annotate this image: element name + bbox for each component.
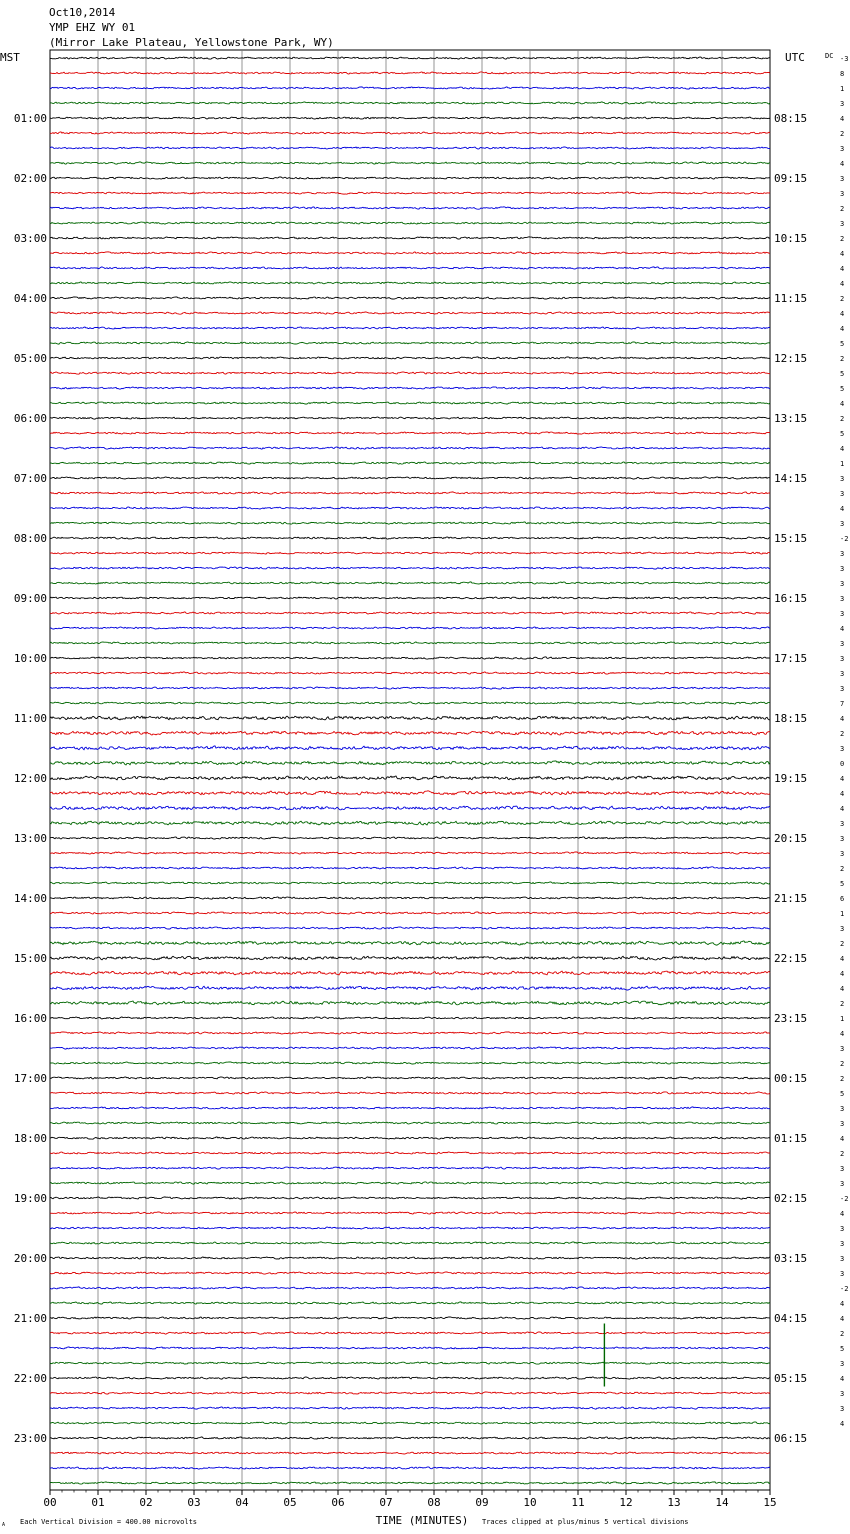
dc-offset-label: 8 [840, 70, 845, 78]
hour-label-utc: 02:15 [774, 1192, 808, 1205]
hour-label-mst: 05:00 [13, 352, 47, 365]
dc-offset-label: 2 [840, 1060, 845, 1068]
hour-label-mst: 12:00 [13, 772, 47, 785]
hour-label-utc: 15:15 [774, 532, 808, 545]
dc-offset-label: 5 [840, 430, 845, 438]
hour-label-mst: 11:00 [13, 712, 47, 725]
dc-offset-label: 2 [840, 205, 845, 213]
dc-offset-label: 4 [840, 985, 845, 993]
dc-offset-label: 3 [840, 565, 845, 573]
dc-offset-label: 5 [840, 370, 845, 378]
x-tick-label: 04 [235, 1496, 249, 1509]
hour-label-utc: 14:15 [774, 472, 808, 485]
dc-offset-label: 3 [840, 670, 845, 678]
dc-offset-label: 4 [840, 955, 845, 963]
x-tick-label: 10 [523, 1496, 537, 1509]
dc-offset-label: 4 [840, 280, 845, 288]
dc-offset-label: 3 [840, 685, 845, 693]
dc-offset-label: 5 [840, 1345, 845, 1353]
header-station: YMP EHZ WY 01 [49, 21, 136, 34]
dc-offset-label: 2 [840, 235, 845, 243]
dc-offset-label: 5 [840, 340, 845, 348]
dc-offset-label: 4 [840, 115, 845, 123]
left-timezone-label: MST [0, 51, 20, 64]
hour-label-mst: 19:00 [13, 1192, 47, 1205]
dc-offset-label: 1 [840, 910, 845, 918]
x-tick-label: 03 [187, 1496, 201, 1509]
dc-offset-label: 3 [840, 1270, 845, 1278]
dc-offset-label: 4 [840, 505, 845, 513]
hour-label-utc: 10:15 [774, 232, 808, 245]
dc-offset-label: 2 [840, 865, 845, 873]
corner-mark: A [2, 1522, 6, 1528]
x-axis-label: TIME (MINUTES) [375, 1514, 469, 1527]
dc-offset-label: 3 [840, 1255, 845, 1263]
hour-label-mst: 15:00 [13, 952, 47, 965]
dc-offset-label: 3 [840, 175, 845, 183]
x-tick-label: 05 [283, 1496, 297, 1509]
hour-label-mst: 18:00 [13, 1132, 47, 1145]
dc-offset-label: 4 [840, 325, 845, 333]
hour-label-mst: 21:00 [13, 1312, 47, 1325]
dc-offset-label: -3 [840, 55, 849, 63]
hour-label-mst: 03:00 [13, 232, 47, 245]
hour-label-utc: 03:15 [774, 1252, 808, 1265]
plot-frame [50, 50, 770, 1490]
dc-offset-label: 2 [840, 1075, 845, 1083]
dc-offset-label: 3 [840, 820, 845, 828]
hour-label-mst: 10:00 [13, 652, 47, 665]
hour-label-mst: 13:00 [13, 832, 47, 845]
dc-offset-label: 2 [840, 415, 845, 423]
dc-offset-label: 3 [840, 1405, 845, 1413]
x-tick-label: 00 [43, 1496, 57, 1509]
hour-label-mst: 07:00 [13, 472, 47, 485]
hour-label-utc: 16:15 [774, 592, 808, 605]
dc-offset-label: 4 [840, 1030, 845, 1038]
hour-label-utc: 19:15 [774, 772, 808, 785]
x-tick-label: 09 [475, 1496, 489, 1509]
hour-label-utc: 05:15 [774, 1372, 808, 1385]
dc-offset-label: 3 [840, 850, 845, 858]
dc-offset-label: 3 [840, 520, 845, 528]
header-date: Oct10,2014 [49, 6, 116, 19]
hour-label-mst: 06:00 [13, 412, 47, 425]
hour-label-mst: 17:00 [13, 1072, 47, 1085]
dc-offset-label: 2 [840, 355, 845, 363]
dc-offset-label: 4 [840, 1135, 845, 1143]
dc-offset-label: 3 [840, 745, 845, 753]
hour-label-mst: 02:00 [13, 172, 47, 185]
dc-offset-label: 0 [840, 760, 845, 768]
x-tick-label: 15 [763, 1496, 777, 1509]
dc-offset-label: 4 [840, 625, 845, 633]
hour-label-utc: 04:15 [774, 1312, 808, 1325]
hour-label-mst: 09:00 [13, 592, 47, 605]
dc-offset-label: 3 [840, 1120, 845, 1128]
dc-offset-label: 5 [840, 1090, 845, 1098]
dc-offset-label: 3 [840, 580, 845, 588]
dc-offset-label: 7 [840, 700, 845, 708]
dc-offset-label: 4 [840, 1420, 845, 1428]
dc-offset-label: -2 [840, 1195, 849, 1203]
dc-offset-label: 2 [840, 940, 845, 948]
dc-offset-label: 3 [840, 1225, 845, 1233]
dc-offset-label: 4 [840, 805, 845, 813]
dc-offset-label: 6 [840, 895, 845, 903]
dc-offset-label: 3 [840, 925, 845, 933]
dc-offset-label: 3 [840, 655, 845, 663]
dc-offset-label: 3 [840, 190, 845, 198]
dc-offset-label: 4 [840, 265, 845, 273]
dc-offset-label: 3 [840, 490, 845, 498]
dc-offset-label: 4 [840, 775, 845, 783]
hour-label-mst: 22:00 [13, 1372, 47, 1385]
hour-label-utc: 21:15 [774, 892, 808, 905]
dc-offset-label: 4 [840, 1210, 845, 1218]
dc-offset-label: 3 [840, 1180, 845, 1188]
dc-offset-label: 3 [840, 145, 845, 153]
dc-offset-label: 3 [840, 220, 845, 228]
hour-label-utc: 18:15 [774, 712, 808, 725]
dc-offset-label: 3 [840, 595, 845, 603]
hour-label-utc: 09:15 [774, 172, 808, 185]
x-tick-label: 13 [667, 1496, 681, 1509]
dc-offset-label: 4 [840, 160, 845, 168]
dc-label: DC [825, 52, 834, 60]
dc-offset-label: -2 [840, 535, 849, 543]
hour-label-utc: 11:15 [774, 292, 808, 305]
dc-offset-label: 2 [840, 1000, 845, 1008]
scale-note: Each Vertical Division = 400.00 microvolts [20, 1518, 198, 1526]
clip-note: Traces clipped at plus/minus 5 vertical divisions [482, 1518, 689, 1526]
hour-label-utc: 22:15 [774, 952, 808, 965]
right-timezone-label: UTC [785, 51, 805, 64]
hour-label-utc: 17:15 [774, 652, 808, 665]
dc-offset-label: 3 [840, 1045, 845, 1053]
dc-offset-label: 4 [840, 1315, 845, 1323]
dc-offset-label: 4 [840, 310, 845, 318]
dc-offset-label: 3 [840, 1165, 845, 1173]
dc-offset-label: 2 [840, 295, 845, 303]
dc-offset-label: 4 [840, 790, 845, 798]
x-tick-label: 08 [427, 1496, 441, 1509]
dc-offset-label: -2 [840, 1285, 849, 1293]
dc-offset-label: 4 [840, 445, 845, 453]
dc-offset-label: 4 [840, 400, 845, 408]
dc-offset-label: 4 [840, 715, 845, 723]
dc-offset-label: 3 [840, 835, 845, 843]
hour-label-mst: 14:00 [13, 892, 47, 905]
x-tick-label: 14 [715, 1496, 729, 1509]
dc-offset-label: 2 [840, 130, 845, 138]
dc-offset-label: 3 [840, 1360, 845, 1368]
dc-offset-label: 2 [840, 1150, 845, 1158]
dc-offset-label: 4 [840, 1375, 845, 1383]
dc-offset-label: 3 [840, 640, 845, 648]
dc-offset-label: 3 [840, 475, 845, 483]
dc-offset-label: 4 [840, 1300, 845, 1308]
dc-offset-label: 3 [840, 100, 845, 108]
dc-offset-label: 4 [840, 970, 845, 978]
dc-offset-label: 2 [840, 730, 845, 738]
dc-offset-label: 3 [840, 1105, 845, 1113]
dc-offset-label: 5 [840, 880, 845, 888]
dc-offset-label: 3 [840, 550, 845, 558]
x-tick-label: 07 [379, 1496, 393, 1509]
hour-label-mst: 04:00 [13, 292, 47, 305]
dc-offset-label: 5 [840, 385, 845, 393]
hour-label-utc: 20:15 [774, 832, 808, 845]
hour-label-mst: 16:00 [13, 1012, 47, 1025]
x-tick-label: 11 [571, 1496, 585, 1509]
x-tick-label: 02 [139, 1496, 153, 1509]
dc-offset-label: 2 [840, 1330, 845, 1338]
hour-label-utc: 06:15 [774, 1432, 808, 1445]
hour-label-utc: 08:15 [774, 112, 808, 125]
hour-label-mst: 01:00 [13, 112, 47, 125]
x-tick-label: 12 [619, 1496, 633, 1509]
hour-label-utc: 00:15 [774, 1072, 808, 1085]
dc-offset-label: 1 [840, 85, 845, 93]
dc-offset-label: 3 [840, 1240, 845, 1248]
hour-label-mst: 23:00 [13, 1432, 47, 1445]
dc-offset-label: 1 [840, 460, 845, 468]
header-location: (Mirror Lake Plateau, Yellowstone Park, WY) [49, 36, 334, 49]
dc-offset-label: 3 [840, 1390, 845, 1398]
dc-offset-label: 1 [840, 1015, 845, 1023]
hour-label-utc: 23:15 [774, 1012, 808, 1025]
hour-label-mst: 20:00 [13, 1252, 47, 1265]
x-tick-label: 06 [331, 1496, 345, 1509]
dc-offset-label: 3 [840, 610, 845, 618]
hour-label-utc: 01:15 [774, 1132, 808, 1145]
dc-offset-label: 4 [840, 250, 845, 258]
x-tick-label: 01 [91, 1496, 105, 1509]
hour-label-mst: 08:00 [13, 532, 47, 545]
hour-label-utc: 12:15 [774, 352, 808, 365]
hour-label-utc: 13:15 [774, 412, 808, 425]
